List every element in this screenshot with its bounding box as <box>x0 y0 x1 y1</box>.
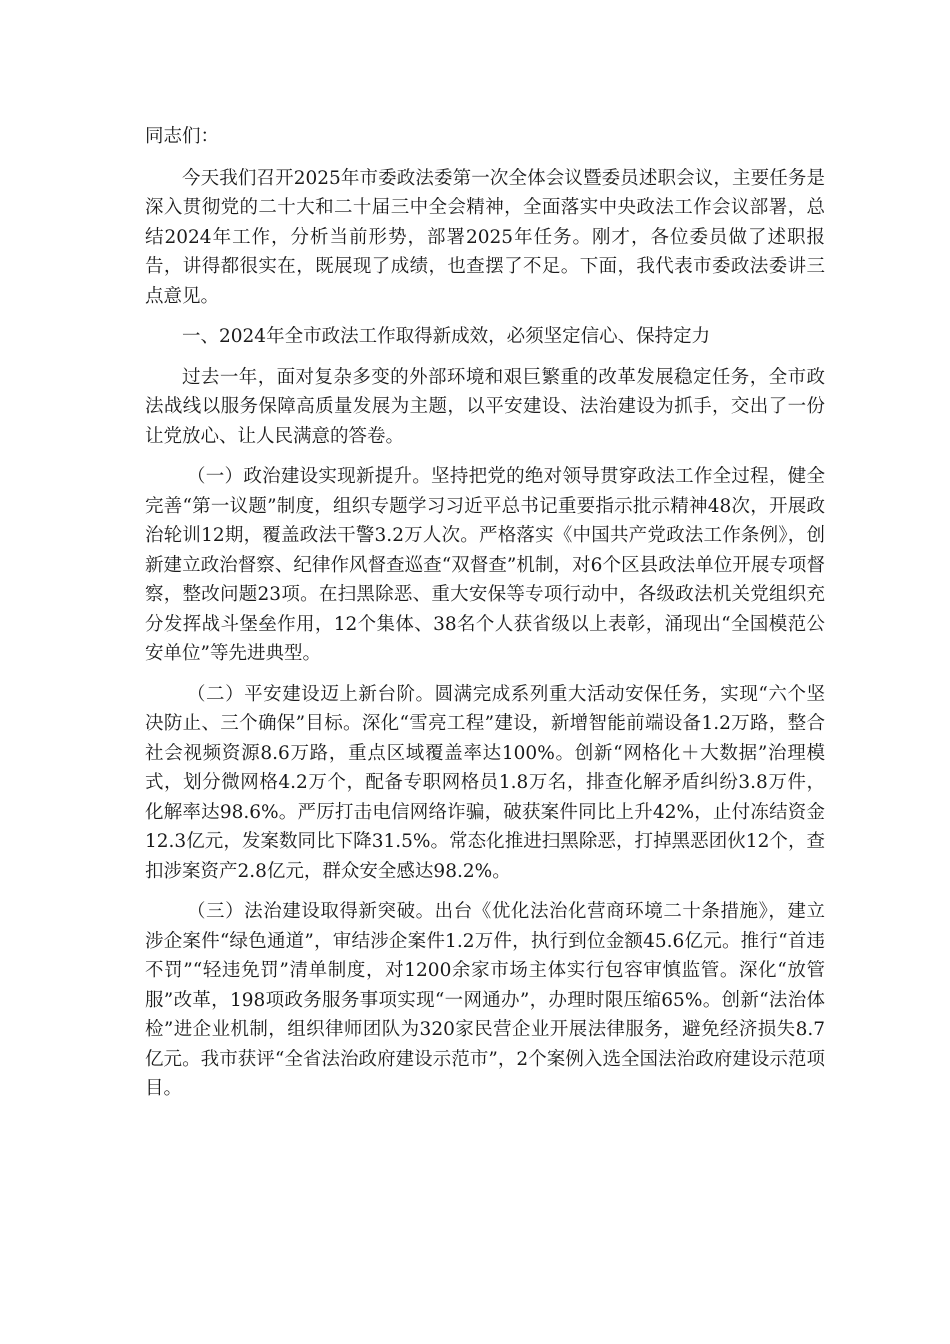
safety-construction-paragraph: （二）平安建设迈上新台阶。圆满完成系列重大活动安保任务，实现“六个坚决防止、三个确保”目标。深化“雪亮工程”建设，新增智能前端设备1.2万路，整合社会视频资源8.6万路，重点区域覆盖率达100%。创新“网格化＋大数据”治理模式，划分微网格4.2万个，配备专职网格员1.8万名，排查化解矛盾纠纷3.8万件，化解率达98.6%。严厉打击电信网络诈骗，破获案件同比上升42%，止付冻结资金12.3亿元，发案数同比下降31.5%。常态化推进扫黑除恶，打掉黑恶团伙12个，查扣涉案资产2.8亿元，群众安全感达98.2%。 <box>145 683 825 882</box>
political-construction-paragraph: （一）政治建设实现新提升。坚持把党的绝对领导贯穿政法工作全过程，健全完善“第一议题”制度，组织专题学习习近平总书记重要指示批示精神48次，开展政治轮训12期，覆盖政法干警3.2万人次。严格落实《中国共产党政法工作条例》，创新建立政治督察、纪律作风督查巡查“双督查”机制，对6个区县政法单位开展专项督察，整改问题23项。在扫黑除恶、重大安保等专项行动中，各级政法机关党组织充分发挥战斗堡垒作用，12个集体、38名个人获省级以上表彰，涌现出“全国模范公安单位”等先进典型。 <box>145 466 825 664</box>
salutation: 同志们： <box>145 126 220 147</box>
rule-of-law-paragraph: （三）法治建设取得新突破。出台《优化法治化营商环境二十条措施》，建立涉企案件“绿色通道”，审结涉企案件1.2万件，执行到位金额45.6亿元。推行“首违不罚”“轻违免罚”清单制度，对1200余家市场主体实行包容审慎监管。深化“放管服”改革，198项政务服务事项实现“一网通办”，办理时限压缩65%。创新“法治体检”进企业机制，组织律师团队为320家民营企业开展法律服务，避免经济损失8.7亿元。我市获评“全省法治政府建设示范市”，2个案例入选全国法治政府建设示范项目。 <box>145 901 825 1099</box>
overview-paragraph: 过去一年，面对复杂多变的外部环境和艰巨繁重的改革发展稳定任务，全市政法战线以服务保障高质量发展为主题，以平安建设、法治建设为抓手，交出了一份让党放心、让人民满意的答卷。 <box>145 366 825 447</box>
document-body <box>145 122 825 1115</box>
intro-paragraph: 今天我们召开2025年市委政法委第一次全体会议暨委员述职会议，主要任务是深入贯彻党的二十大和二十届三中全会精神，全面落实中央政法工作会议部署，总结2024年工作，分析当前形势，部署2025年任务。刚才，各位委员做了述职报告，讲得都很实在，既展现了成绩，也查摆了不足。下面，我代表市委政法委讲三点意见。 <box>145 167 825 307</box>
section-heading-1: 一、2024年全市政法工作取得新成效，必须坚定信心、保持定力 <box>182 326 711 347</box>
